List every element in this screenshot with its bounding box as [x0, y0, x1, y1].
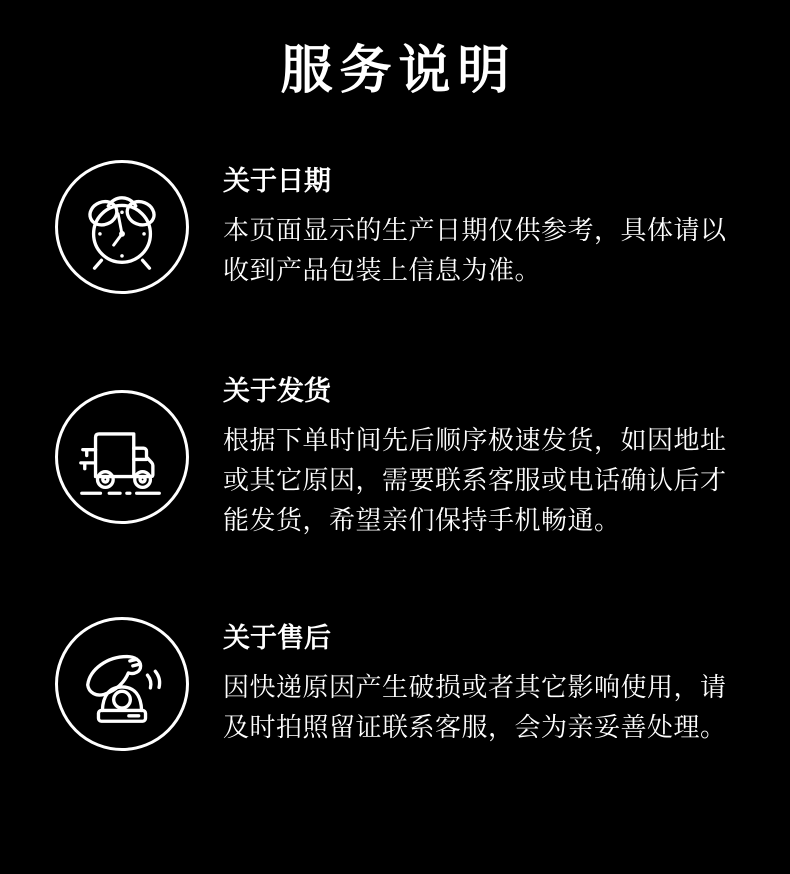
telephone-icon — [73, 635, 171, 733]
alarm-clock-icon — [73, 178, 171, 276]
section-body-line: 收到产品包装上信息为准。 — [223, 255, 542, 285]
section-heading: 关于日期 — [223, 166, 331, 196]
page-title: 服务说明 — [280, 42, 517, 100]
section-text — [223, 164, 727, 290]
section-body-line: 根据下单时间先后顺序极速发货，如因地址 — [223, 425, 727, 455]
section-about-aftersales — [55, 617, 750, 751]
section-heading: 关于发货 — [223, 376, 331, 406]
section-text — [223, 621, 727, 747]
section-body-line: 本页面显示的生产日期仅供参考，具体请以 — [223, 215, 727, 245]
icon-circle — [55, 617, 189, 751]
section-text — [223, 374, 727, 540]
section-body-line: 能发货，希望亲们保持手机畅通。 — [223, 505, 621, 535]
section-body-line: 及时拍照留证联系客服，会为亲妥善处理。 — [223, 712, 727, 742]
section-about-shipping — [55, 374, 750, 540]
icon-circle — [55, 160, 189, 294]
section-body-line: 因快递原因产生破损或者其它影响使用，请 — [223, 672, 727, 702]
section-about-date — [55, 160, 750, 294]
icon-circle — [55, 390, 189, 524]
section-heading: 关于售后 — [223, 623, 331, 653]
section-body-line: 或其它原因，需要联系客服或电话确认后才 — [223, 465, 727, 495]
delivery-truck-icon — [73, 408, 171, 506]
